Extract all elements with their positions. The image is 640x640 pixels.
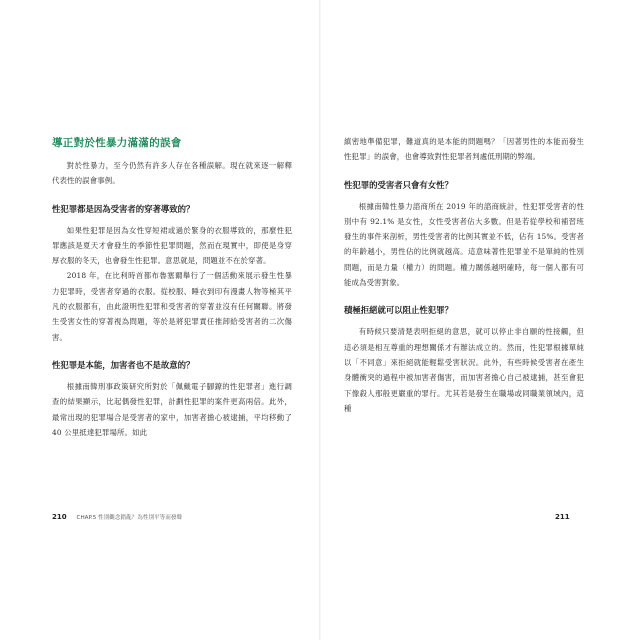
paragraph-clothing-1: 如果性犯罪是因為女性穿短裙或過於緊身的衣服導致的，那麼性犯罪應該是夏天才會發生的季節性犯罪問題，然而在現實中，即使是身穿厚衣服的冬天，也會發生性犯罪。意思就是，問題並不在於穿著。 <box>52 225 292 266</box>
paragraph-continued: 縝密地準備犯罪，難道真的是本能的問題嗎？「因著男性的本能而發生性犯罪」的誤會，也會導致對性犯罪者判處低刑期的弊端。 <box>344 137 584 162</box>
right-footer <box>555 513 578 521</box>
chapter-label: CHAP.5 性別觀念錯亂？為性別平等而發聲 <box>76 515 183 521</box>
question-heading-clothing: 性犯罪都是因為受害者的穿著導致的？ <box>52 203 195 214</box>
left-footer <box>52 513 182 521</box>
question-heading-victims: 性犯罪的受害者只會有女性？ <box>344 179 453 190</box>
paragraph-refusal-1: 有時候只要清楚表明拒絕的意思，就可以停止非自願的性接觸，但這必須是相互尊重的理想關係才有辦法成立的。然而，性犯罪根據單純以「不同意」來拒絕就能輕鬆受害狀況。此外，有些時候受害者在產生身體衝突的過程中被加害者傷害，而加害者擔心自己被逮捕，甚至會犯下像殺人那般更嚴重的罪行。尤其若是發生在職場或同職業領域內，這種 <box>344 327 584 413</box>
left-text-column <box>52 108 292 440</box>
page-number-left: 210 <box>52 513 67 521</box>
right-text-column <box>344 134 584 416</box>
question-heading-instinct: 性犯罪是本能，加害者也不是故意的？ <box>52 359 195 370</box>
page-number-right: 211 <box>555 513 570 521</box>
question-heading-refusal: 積極拒絕就可以阻止性犯罪？ <box>344 305 453 316</box>
section-title: 導正對於性暴力滿滿的誤會 <box>52 137 182 149</box>
right-page <box>320 0 640 640</box>
paragraph-instinct-1: 根據南韓刑事政策研究所對於「佩戴電子腳鐐的性犯罪者」進行調查的結果顯示，比起偶發性犯罪，計劃性犯罪的案件更高兩倍。此外，最常出現的犯罪場合是受害者的家中，加害者擔心被逮捕，平均移動了 40 公里抵達犯罪場所。如此 <box>52 381 292 437</box>
paragraph-clothing-2: 2018 年，在比利時首都布魯塞爾舉行了一個活動來展示發生性暴力犯罪時，受害者穿過的衣服。從校服、睡衣到印有漫畫人物等極其平凡的衣服都有，由此證明性犯罪和受害者的穿著並沒有任何關聯。將發生受害女性的穿著視為問題，等於是將犯罪責任推卸給受害者的二次傷害。 <box>52 271 292 342</box>
paragraph-victims-1: 根據南韓性暴力諮商所在 2019 年的諮商統計，性犯罪受害者的性別中有 92.1% 是女性，女性受害者佔大多數。但是若從學校和補習班發生的事件來剖析，男性受害者的比例其實並不低，佔有 15%。受害者的年齡越小，男性佔的比例就越高。這意味著性犯罪並不是單純的性別問題，而是力量（權力）的問題。權力關係越明確時，每一個人都有可能成為受害對象。 <box>344 201 584 288</box>
intro-paragraph: 對於性暴力，至今仍然有許多人存在各種誤解。現在就來逐一解釋代表性的誤會事例。 <box>52 161 292 186</box>
